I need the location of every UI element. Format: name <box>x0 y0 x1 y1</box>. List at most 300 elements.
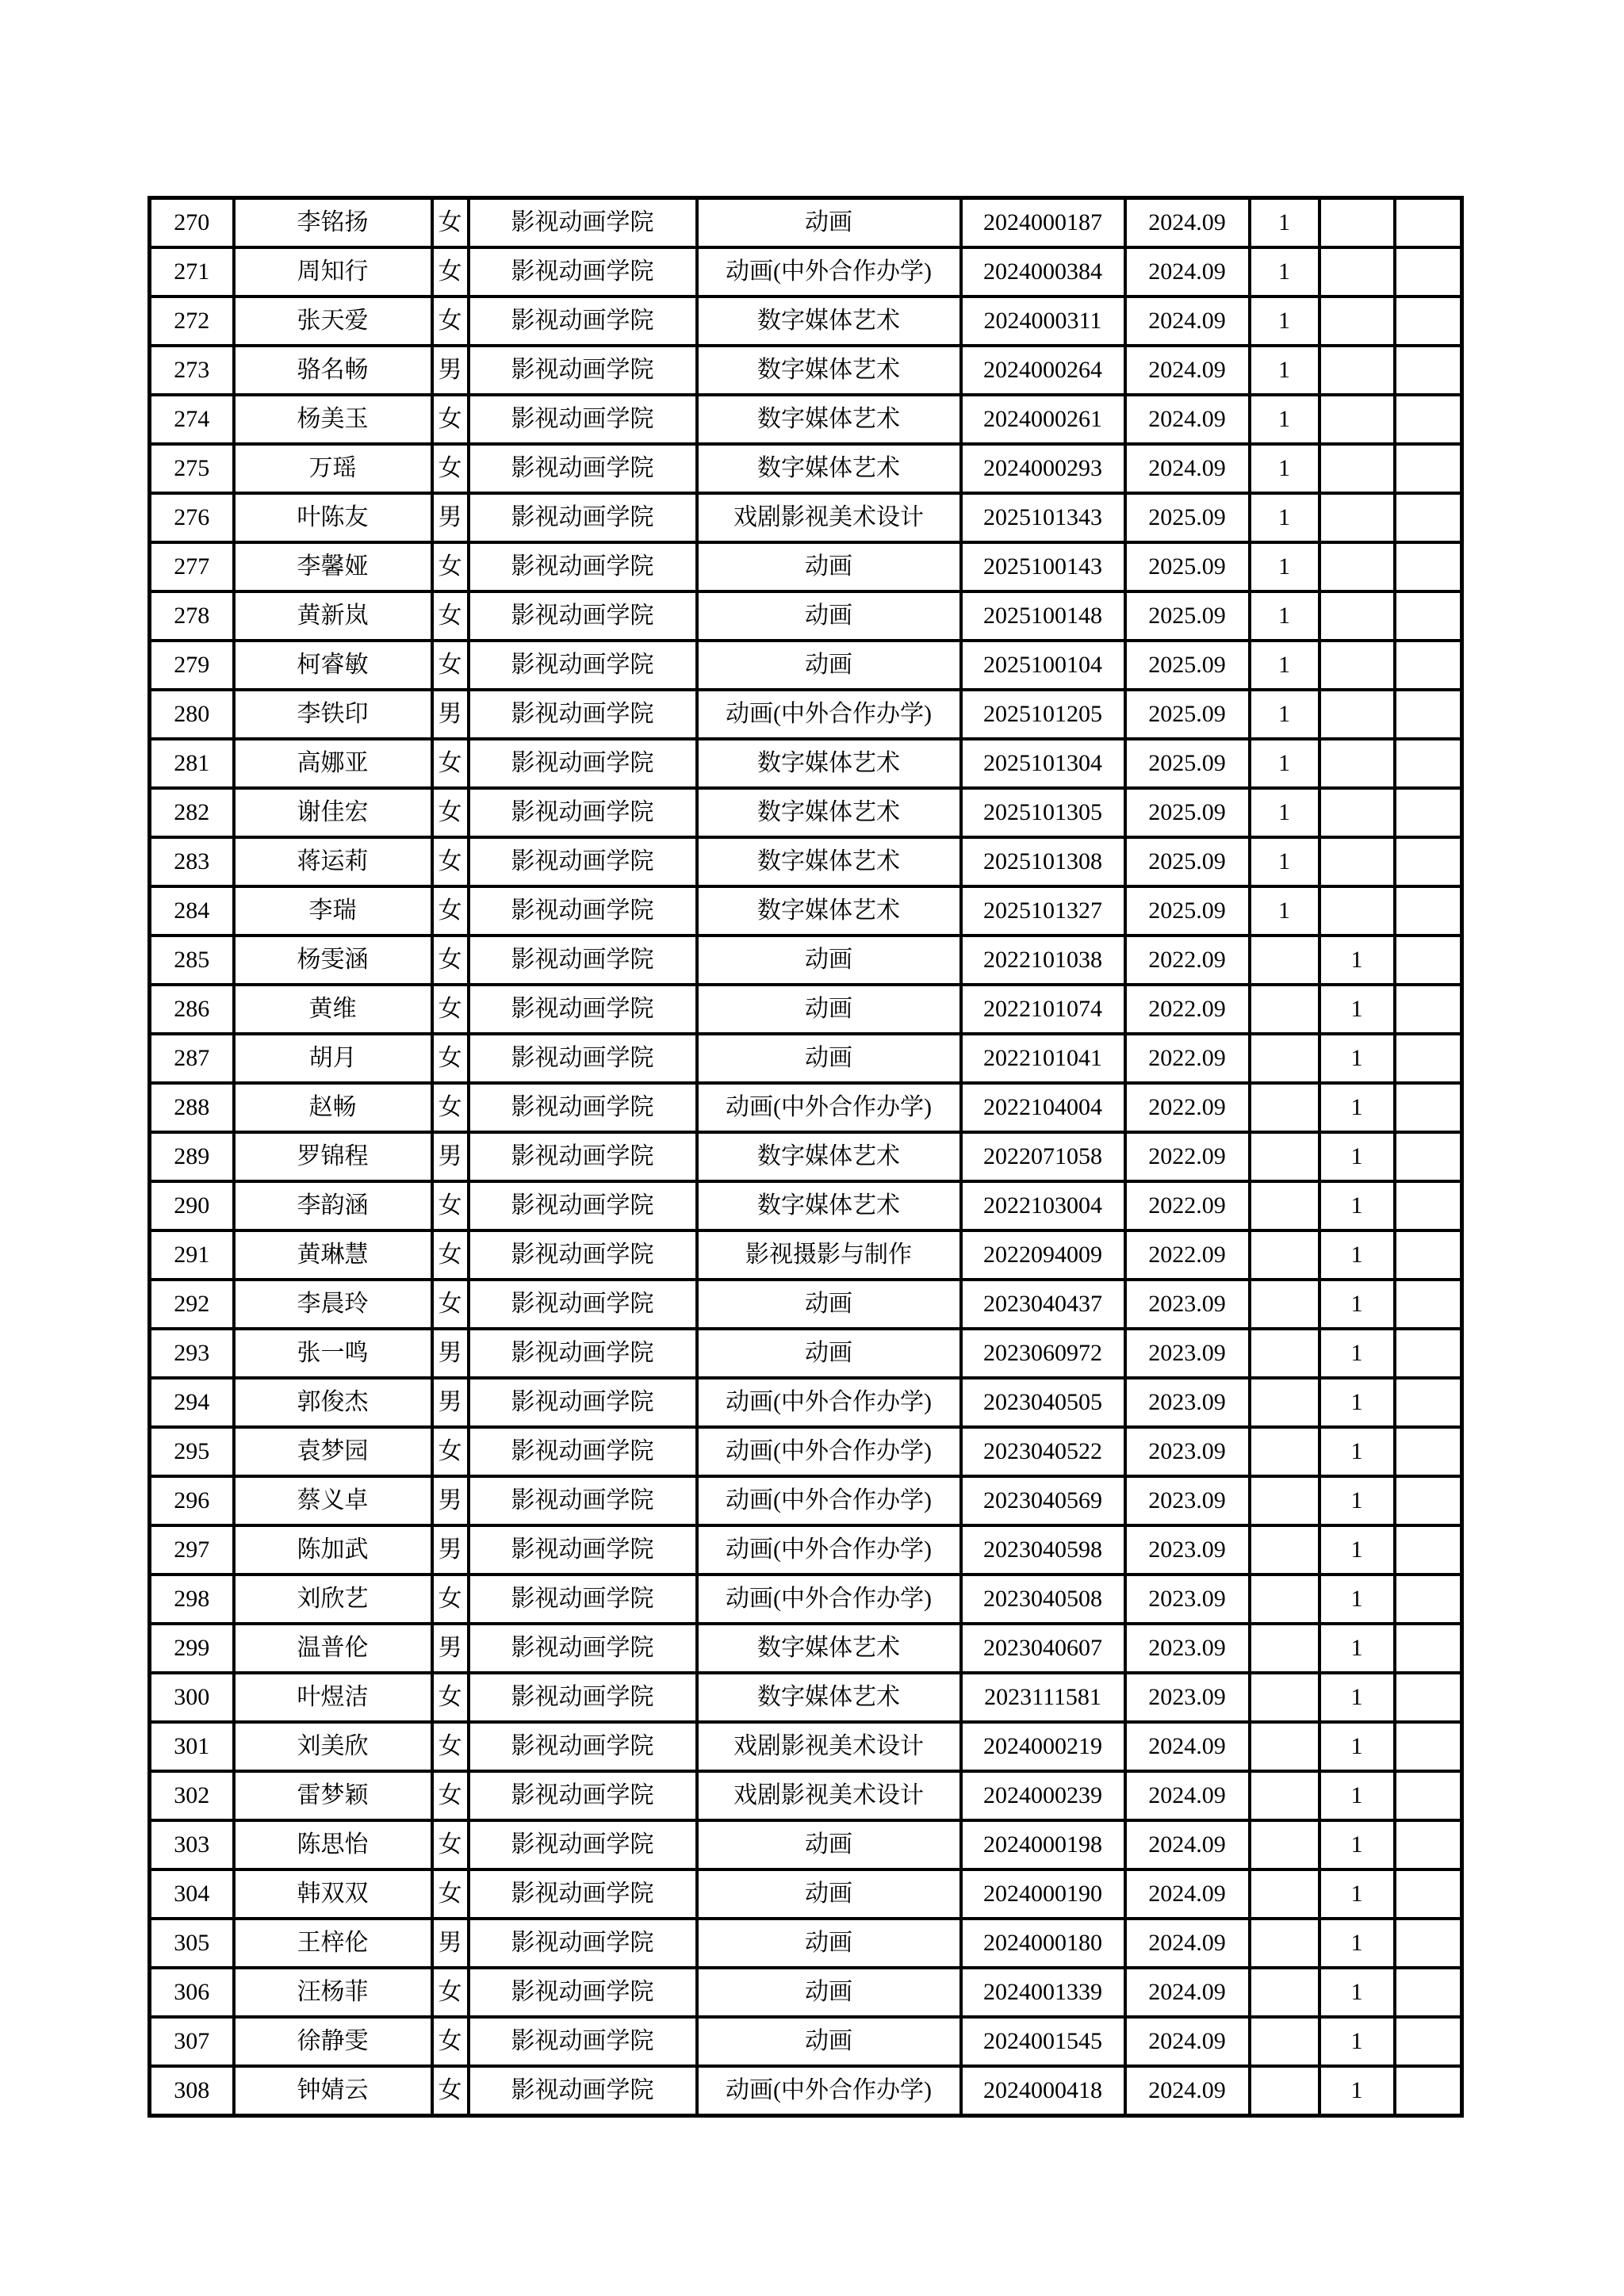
cell-major: 动画 <box>697 1968 961 2017</box>
cell-student-id: 2022101041 <box>961 1034 1125 1083</box>
table-row <box>150 1771 1462 1820</box>
cell-student-name: 刘欣艺 <box>234 1575 432 1624</box>
cell-student-name: 杨雯涵 <box>234 936 432 985</box>
cell-college: 影视动画学院 <box>469 346 697 395</box>
cell-major: 动画 <box>697 542 961 591</box>
cell-enroll-date: 2024.09 <box>1125 1968 1250 2017</box>
cell-mark-col3 <box>1395 690 1462 739</box>
cell-major: 数字媒体艺术 <box>697 444 961 493</box>
cell-row-number: 305 <box>150 1919 234 1968</box>
cell-mark-col3 <box>1395 1083 1462 1132</box>
table-row <box>150 1034 1462 1083</box>
cell-college: 影视动画学院 <box>469 1575 697 1624</box>
table-row <box>150 1673 1462 1722</box>
cell-college: 影视动画学院 <box>469 886 697 936</box>
cell-student-name: 李瑞 <box>234 886 432 936</box>
cell-enroll-date: 2023.09 <box>1125 1329 1250 1378</box>
cell-student-name: 叶煜洁 <box>234 1673 432 1722</box>
cell-mark-col1 <box>1250 1280 1320 1329</box>
cell-mark-col1 <box>1250 1083 1320 1132</box>
cell-mark-col2: 1 <box>1320 1968 1395 2017</box>
table-row <box>150 1181 1462 1230</box>
cell-mark-col2 <box>1320 346 1395 395</box>
cell-gender: 女 <box>432 788 469 837</box>
cell-mark-col2: 1 <box>1320 1181 1395 1230</box>
cell-mark-col1: 1 <box>1250 346 1320 395</box>
cell-row-number: 306 <box>150 1968 234 2017</box>
cell-major: 动画 <box>697 641 961 690</box>
cell-mark-col2 <box>1320 739 1395 788</box>
cell-row-number: 277 <box>150 542 234 591</box>
cell-mark-col2: 1 <box>1320 1230 1395 1280</box>
cell-major: 动画 <box>697 1869 961 1919</box>
cell-gender: 男 <box>432 690 469 739</box>
cell-gender: 女 <box>432 985 469 1034</box>
cell-student-id: 2024000384 <box>961 247 1125 297</box>
cell-major: 动画(中外合作办学) <box>697 1575 961 1624</box>
cell-row-number: 285 <box>150 936 234 985</box>
cell-student-name: 蒋运莉 <box>234 837 432 886</box>
cell-row-number: 270 <box>150 198 234 248</box>
table-row <box>150 247 1462 297</box>
cell-college: 影视动画学院 <box>469 1378 697 1427</box>
cell-major: 动画 <box>697 198 961 248</box>
cell-gender: 女 <box>432 1673 469 1722</box>
cell-mark-col3 <box>1395 837 1462 886</box>
table-row <box>150 1820 1462 1869</box>
cell-mark-col3 <box>1395 1132 1462 1181</box>
cell-row-number: 300 <box>150 1673 234 1722</box>
cell-college: 影视动画学院 <box>469 690 697 739</box>
cell-student-id: 2024000190 <box>961 1869 1125 1919</box>
cell-gender: 女 <box>432 739 469 788</box>
cell-mark-col1 <box>1250 1525 1320 1575</box>
cell-college: 影视动画学院 <box>469 739 697 788</box>
cell-mark-col3 <box>1395 395 1462 444</box>
cell-major: 动画(中外合作办学) <box>697 1378 961 1427</box>
cell-mark-col2: 1 <box>1320 1329 1395 1378</box>
cell-college: 影视动画学院 <box>469 1771 697 1820</box>
cell-student-name: 谢佳宏 <box>234 788 432 837</box>
cell-mark-col3 <box>1395 1673 1462 1722</box>
cell-college: 影视动画学院 <box>469 1181 697 1230</box>
cell-mark-col1 <box>1250 1575 1320 1624</box>
cell-mark-col2: 1 <box>1320 1525 1395 1575</box>
cell-college: 影视动画学院 <box>469 247 697 297</box>
cell-mark-col2: 1 <box>1320 1624 1395 1673</box>
cell-gender: 女 <box>432 444 469 493</box>
cell-mark-col1: 1 <box>1250 641 1320 690</box>
table-row <box>150 1329 1462 1378</box>
cell-mark-col1: 1 <box>1250 493 1320 542</box>
cell-mark-col3 <box>1395 641 1462 690</box>
cell-student-name: 雷梦颖 <box>234 1771 432 1820</box>
table-row <box>150 1869 1462 1919</box>
table-row <box>150 1083 1462 1132</box>
cell-mark-col1 <box>1250 1476 1320 1525</box>
cell-mark-col1 <box>1250 1820 1320 1869</box>
cell-row-number: 273 <box>150 346 234 395</box>
cell-mark-col1 <box>1250 1771 1320 1820</box>
cell-major: 动画(中外合作办学) <box>697 1427 961 1476</box>
cell-major: 数字媒体艺术 <box>697 346 961 395</box>
cell-student-id: 2024000239 <box>961 1771 1125 1820</box>
cell-college: 影视动画学院 <box>469 1034 697 1083</box>
cell-enroll-date: 2023.09 <box>1125 1673 1250 1722</box>
cell-college: 影视动画学院 <box>469 837 697 886</box>
cell-major: 动画 <box>697 2017 961 2066</box>
cell-student-id: 2023040522 <box>961 1427 1125 1476</box>
cell-enroll-date: 2022.09 <box>1125 985 1250 1034</box>
cell-enroll-date: 2025.09 <box>1125 641 1250 690</box>
table-row <box>150 1378 1462 1427</box>
cell-mark-col1 <box>1250 1968 1320 2017</box>
cell-mark-col2 <box>1320 591 1395 641</box>
cell-mark-col2 <box>1320 788 1395 837</box>
cell-enroll-date: 2022.09 <box>1125 1083 1250 1132</box>
cell-major: 动画 <box>697 936 961 985</box>
cell-student-id: 2022101038 <box>961 936 1125 985</box>
cell-student-id: 2023040437 <box>961 1280 1125 1329</box>
cell-student-id: 2024000418 <box>961 2066 1125 2116</box>
cell-student-name: 韩双双 <box>234 1869 432 1919</box>
cell-major: 动画(中外合作办学) <box>697 247 961 297</box>
cell-row-number: 307 <box>150 2017 234 2066</box>
cell-student-id: 2023111581 <box>961 1673 1125 1722</box>
cell-mark-col1 <box>1250 2017 1320 2066</box>
cell-college: 影视动画学院 <box>469 2066 697 2116</box>
cell-mark-col1: 1 <box>1250 788 1320 837</box>
cell-mark-col2: 1 <box>1320 1476 1395 1525</box>
cell-student-id: 2022071058 <box>961 1132 1125 1181</box>
cell-enroll-date: 2023.09 <box>1125 1624 1250 1673</box>
cell-row-number: 299 <box>150 1624 234 1673</box>
cell-gender: 女 <box>432 886 469 936</box>
cell-mark-col3 <box>1395 788 1462 837</box>
cell-student-id: 2023040607 <box>961 1624 1125 1673</box>
cell-student-id: 2025101308 <box>961 837 1125 886</box>
cell-row-number: 290 <box>150 1181 234 1230</box>
cell-mark-col2 <box>1320 886 1395 936</box>
cell-mark-col1 <box>1250 1132 1320 1181</box>
cell-enroll-date: 2025.09 <box>1125 788 1250 837</box>
cell-college: 影视动画学院 <box>469 198 697 248</box>
cell-student-id: 2024000180 <box>961 1919 1125 1968</box>
cell-mark-col2 <box>1320 444 1395 493</box>
cell-mark-col2: 1 <box>1320 1083 1395 1132</box>
table-row <box>150 936 1462 985</box>
cell-mark-col2 <box>1320 542 1395 591</box>
cell-enroll-date: 2022.09 <box>1125 1230 1250 1280</box>
cell-mark-col3 <box>1395 1476 1462 1525</box>
cell-row-number: 303 <box>150 1820 234 1869</box>
cell-gender: 女 <box>432 2017 469 2066</box>
cell-mark-col2: 1 <box>1320 1378 1395 1427</box>
cell-mark-col1: 1 <box>1250 591 1320 641</box>
cell-student-name: 黄维 <box>234 985 432 1034</box>
table-row <box>150 837 1462 886</box>
cell-major: 动画(中外合作办学) <box>697 1083 961 1132</box>
table-row <box>150 788 1462 837</box>
cell-student-name: 蔡义卓 <box>234 1476 432 1525</box>
cell-enroll-date: 2022.09 <box>1125 936 1250 985</box>
cell-mark-col1: 1 <box>1250 198 1320 248</box>
cell-gender: 女 <box>432 1968 469 2017</box>
cell-gender: 女 <box>432 395 469 444</box>
cell-mark-col2: 1 <box>1320 2017 1395 2066</box>
table-row <box>150 1919 1462 1968</box>
cell-student-name: 汪杨菲 <box>234 1968 432 2017</box>
cell-enroll-date: 2024.09 <box>1125 297 1250 346</box>
cell-row-number: 272 <box>150 297 234 346</box>
cell-student-name: 徐静雯 <box>234 2017 432 2066</box>
table-row <box>150 641 1462 690</box>
cell-row-number: 293 <box>150 1329 234 1378</box>
cell-mark-col1 <box>1250 1378 1320 1427</box>
cell-mark-col3 <box>1395 542 1462 591</box>
cell-student-id: 2024000261 <box>961 395 1125 444</box>
cell-mark-col1 <box>1250 1034 1320 1083</box>
cell-student-id: 2022103004 <box>961 1181 1125 1230</box>
cell-enroll-date: 2024.09 <box>1125 1771 1250 1820</box>
cell-row-number: 282 <box>150 788 234 837</box>
cell-mark-col2 <box>1320 690 1395 739</box>
cell-gender: 男 <box>432 1476 469 1525</box>
cell-major: 数字媒体艺术 <box>697 1181 961 1230</box>
cell-student-name: 陈思怡 <box>234 1820 432 1869</box>
cell-mark-col3 <box>1395 739 1462 788</box>
cell-college: 影视动画学院 <box>469 1525 697 1575</box>
cell-mark-col3 <box>1395 1181 1462 1230</box>
cell-major: 动画(中外合作办学) <box>697 2066 961 2116</box>
table-row <box>150 1624 1462 1673</box>
cell-student-name: 胡月 <box>234 1034 432 1083</box>
cell-college: 影视动画学院 <box>469 1968 697 2017</box>
cell-student-id: 2025100104 <box>961 641 1125 690</box>
cell-gender: 女 <box>432 2066 469 2116</box>
cell-row-number: 298 <box>150 1575 234 1624</box>
cell-enroll-date: 2025.09 <box>1125 591 1250 641</box>
cell-mark-col3 <box>1395 1771 1462 1820</box>
cell-gender: 女 <box>432 1869 469 1919</box>
cell-student-name: 郭俊杰 <box>234 1378 432 1427</box>
cell-enroll-date: 2023.09 <box>1125 1476 1250 1525</box>
cell-gender: 男 <box>432 1525 469 1575</box>
cell-college: 影视动画学院 <box>469 1132 697 1181</box>
cell-mark-col2 <box>1320 641 1395 690</box>
cell-mark-col1 <box>1250 1869 1320 1919</box>
cell-college: 影视动画学院 <box>469 788 697 837</box>
cell-gender: 女 <box>432 837 469 886</box>
cell-row-number: 283 <box>150 837 234 886</box>
cell-student-id: 2024000187 <box>961 198 1125 248</box>
table-row <box>150 1722 1462 1771</box>
cell-mark-col3 <box>1395 1869 1462 1919</box>
cell-college: 影视动画学院 <box>469 1722 697 1771</box>
cell-mark-col2: 1 <box>1320 1771 1395 1820</box>
cell-mark-col3 <box>1395 1525 1462 1575</box>
cell-college: 影视动画学院 <box>469 1919 697 1968</box>
cell-gender: 女 <box>432 198 469 248</box>
cell-student-name: 周知行 <box>234 247 432 297</box>
cell-mark-col3 <box>1395 2017 1462 2066</box>
cell-student-name: 温普伦 <box>234 1624 432 1673</box>
cell-mark-col2 <box>1320 493 1395 542</box>
cell-row-number: 304 <box>150 1869 234 1919</box>
cell-mark-col2: 1 <box>1320 985 1395 1034</box>
cell-gender: 女 <box>432 1083 469 1132</box>
cell-enroll-date: 2023.09 <box>1125 1280 1250 1329</box>
table-row <box>150 591 1462 641</box>
cell-enroll-date: 2024.09 <box>1125 1919 1250 1968</box>
cell-college: 影视动画学院 <box>469 936 697 985</box>
cell-enroll-date: 2024.09 <box>1125 444 1250 493</box>
cell-enroll-date: 2025.09 <box>1125 493 1250 542</box>
cell-mark-col3 <box>1395 1378 1462 1427</box>
cell-enroll-date: 2025.09 <box>1125 739 1250 788</box>
cell-enroll-date: 2023.09 <box>1125 1378 1250 1427</box>
cell-enroll-date: 2025.09 <box>1125 886 1250 936</box>
cell-mark-col1 <box>1250 1230 1320 1280</box>
cell-mark-col1: 1 <box>1250 837 1320 886</box>
cell-gender: 女 <box>432 591 469 641</box>
cell-mark-col2 <box>1320 297 1395 346</box>
cell-gender: 女 <box>432 247 469 297</box>
cell-college: 影视动画学院 <box>469 1230 697 1280</box>
cell-college: 影视动画学院 <box>469 591 697 641</box>
cell-college: 影视动画学院 <box>469 1869 697 1919</box>
cell-mark-col1: 1 <box>1250 690 1320 739</box>
cell-mark-col2: 1 <box>1320 1919 1395 1968</box>
cell-college: 影视动画学院 <box>469 1083 697 1132</box>
cell-mark-col3 <box>1395 1624 1462 1673</box>
cell-student-name: 袁梦园 <box>234 1427 432 1476</box>
cell-gender: 女 <box>432 1575 469 1624</box>
cell-student-id: 2022101074 <box>961 985 1125 1034</box>
cell-mark-col2: 1 <box>1320 1280 1395 1329</box>
cell-enroll-date: 2024.09 <box>1125 1722 1250 1771</box>
cell-mark-col2: 1 <box>1320 1722 1395 1771</box>
cell-gender: 女 <box>432 297 469 346</box>
table-row <box>150 1525 1462 1575</box>
table-row <box>150 1427 1462 1476</box>
table-row <box>150 2066 1462 2116</box>
cell-major: 动画 <box>697 1280 961 1329</box>
cell-major: 动画 <box>697 1820 961 1869</box>
roster-body <box>150 198 1462 2116</box>
cell-mark-col1: 1 <box>1250 247 1320 297</box>
table-row <box>150 1230 1462 1280</box>
cell-student-id: 2024000264 <box>961 346 1125 395</box>
cell-mark-col2: 1 <box>1320 1034 1395 1083</box>
cell-row-number: 295 <box>150 1427 234 1476</box>
cell-enroll-date: 2024.09 <box>1125 346 1250 395</box>
cell-row-number: 278 <box>150 591 234 641</box>
cell-mark-col3 <box>1395 1034 1462 1083</box>
cell-enroll-date: 2024.09 <box>1125 395 1250 444</box>
cell-student-name: 骆名畅 <box>234 346 432 395</box>
table-row <box>150 444 1462 493</box>
table-row <box>150 1575 1462 1624</box>
cell-mark-col2: 1 <box>1320 1869 1395 1919</box>
cell-college: 影视动画学院 <box>469 985 697 1034</box>
cell-enroll-date: 2024.09 <box>1125 1820 1250 1869</box>
cell-mark-col3 <box>1395 1919 1462 1968</box>
cell-mark-col1 <box>1250 1722 1320 1771</box>
cell-student-name: 黄琳慧 <box>234 1230 432 1280</box>
cell-student-name: 王梓伦 <box>234 1919 432 1968</box>
cell-mark-col1 <box>1250 1673 1320 1722</box>
table-row <box>150 739 1462 788</box>
cell-enroll-date: 2024.09 <box>1125 247 1250 297</box>
cell-row-number: 296 <box>150 1476 234 1525</box>
student-roster-table <box>147 196 1464 2118</box>
cell-student-name: 李馨娅 <box>234 542 432 591</box>
cell-row-number: 292 <box>150 1280 234 1329</box>
cell-row-number: 288 <box>150 1083 234 1132</box>
cell-major: 动画 <box>697 591 961 641</box>
cell-gender: 男 <box>432 1329 469 1378</box>
cell-mark-col1 <box>1250 1181 1320 1230</box>
cell-college: 影视动画学院 <box>469 1624 697 1673</box>
cell-college: 影视动画学院 <box>469 641 697 690</box>
cell-mark-col2: 1 <box>1320 1820 1395 1869</box>
cell-mark-col1 <box>1250 936 1320 985</box>
cell-mark-col2: 1 <box>1320 1575 1395 1624</box>
cell-college: 影视动画学院 <box>469 297 697 346</box>
cell-major: 数字媒体艺术 <box>697 1624 961 1673</box>
cell-enroll-date: 2024.09 <box>1125 2066 1250 2116</box>
cell-student-name: 李铁印 <box>234 690 432 739</box>
cell-gender: 女 <box>432 1722 469 1771</box>
cell-major: 影视摄影与制作 <box>697 1230 961 1280</box>
cell-college: 影视动画学院 <box>469 1427 697 1476</box>
cell-mark-col1 <box>1250 1919 1320 1968</box>
cell-student-id: 2025101343 <box>961 493 1125 542</box>
cell-college: 影视动画学院 <box>469 395 697 444</box>
cell-gender: 女 <box>432 1034 469 1083</box>
table-row <box>150 886 1462 936</box>
cell-student-name: 柯睿敏 <box>234 641 432 690</box>
cell-mark-col3 <box>1395 1329 1462 1378</box>
cell-college: 影视动画学院 <box>469 1280 697 1329</box>
cell-gender: 女 <box>432 542 469 591</box>
table-row <box>150 297 1462 346</box>
cell-major: 数字媒体艺术 <box>697 1673 961 1722</box>
cell-mark-col1: 1 <box>1250 542 1320 591</box>
cell-college: 影视动画学院 <box>469 1673 697 1722</box>
table-row <box>150 1280 1462 1329</box>
cell-student-id: 2024000198 <box>961 1820 1125 1869</box>
cell-college: 影视动画学院 <box>469 1820 697 1869</box>
cell-student-id: 2025101305 <box>961 788 1125 837</box>
cell-major: 数字媒体艺术 <box>697 886 961 936</box>
cell-row-number: 294 <box>150 1378 234 1427</box>
cell-mark-col1: 1 <box>1250 395 1320 444</box>
cell-gender: 女 <box>432 641 469 690</box>
cell-student-name: 李铭扬 <box>234 198 432 248</box>
cell-mark-col3 <box>1395 444 1462 493</box>
cell-gender: 男 <box>432 1132 469 1181</box>
cell-mark-col3 <box>1395 493 1462 542</box>
table-row <box>150 2017 1462 2066</box>
cell-student-name: 叶陈友 <box>234 493 432 542</box>
cell-college: 影视动画学院 <box>469 493 697 542</box>
cell-college: 影视动画学院 <box>469 1476 697 1525</box>
cell-mark-col2 <box>1320 837 1395 886</box>
cell-mark-col3 <box>1395 2066 1462 2116</box>
cell-major: 动画(中外合作办学) <box>697 690 961 739</box>
